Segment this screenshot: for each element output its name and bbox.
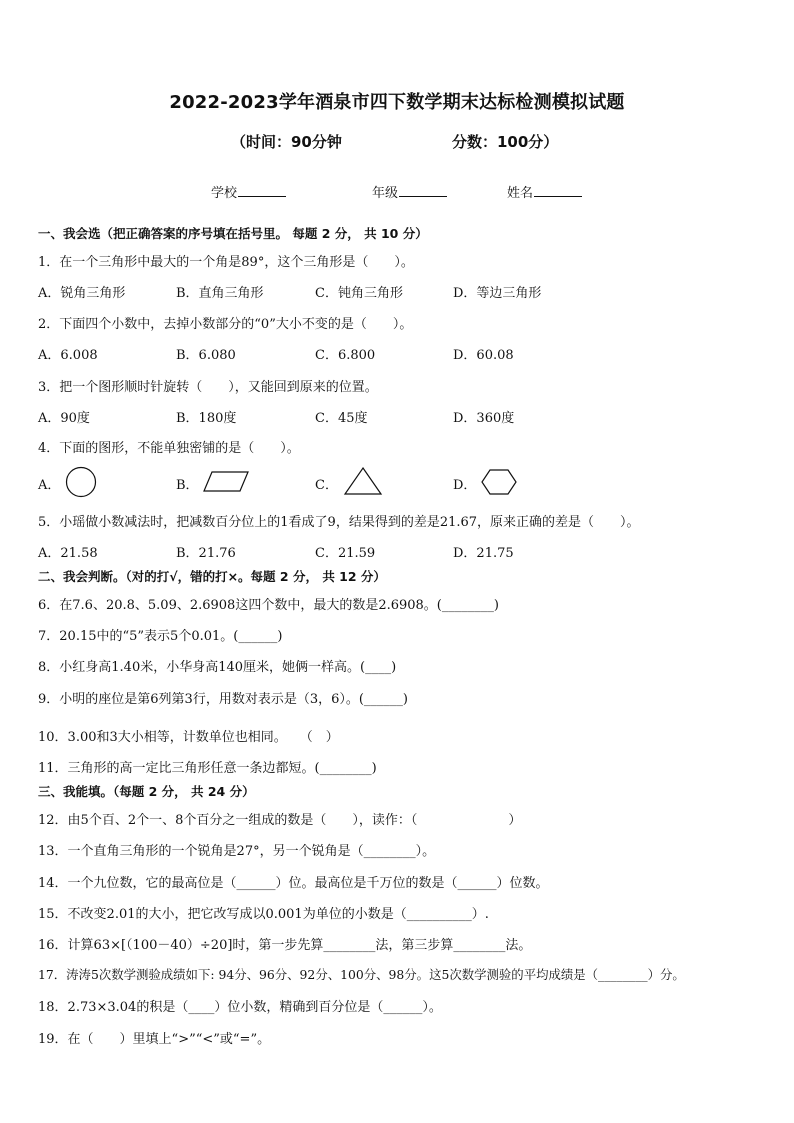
q5-option-c[interactable]: C．21.59	[315, 546, 376, 561]
q4-option-a[interactable]: A．	[38, 478, 61, 493]
question-16: 16．计算63×[（100－40）÷20]时，第一步先算________法，第三步算________法。	[38, 938, 532, 953]
q4-option-c[interactable]: C．	[315, 478, 338, 493]
parallelogram-icon	[202, 470, 250, 494]
question-6: 6．在7.6、20.8、5.09、2.6908这四个数中，最大的数是2.6908。(________)	[38, 598, 499, 613]
q3-option-b[interactable]: B．180度	[176, 411, 237, 426]
name-field[interactable]	[507, 182, 582, 201]
question-1: 1．在一个三角形中最大的一个角是89°，这个三角形是（ ）。	[38, 255, 414, 270]
q5-option-a[interactable]: A．21.58	[38, 546, 98, 561]
grade-label: 年级	[372, 186, 399, 201]
q3-option-a[interactable]: A．90度	[38, 411, 90, 426]
question-4: 4．下面的图形，不能单独密铺的是（ ）。	[38, 441, 300, 456]
question-15: 15．不改变2.01的大小，把它改写成以0.001为单位的小数是（__________）.	[38, 907, 489, 922]
hexagon-icon	[480, 468, 518, 496]
page-title: 2022-2023学年酒泉市四下数学期末达标检测模拟试题	[169, 92, 625, 113]
question-19: 19．在（ ）里填上“>”“<”或“=”。	[38, 1032, 271, 1047]
circle-icon	[65, 466, 97, 498]
school-blank[interactable]	[238, 184, 286, 197]
q5-option-d[interactable]: D．21.75	[453, 546, 514, 561]
question-7: 7．20.15中的“5”表示5个0.01。(______)	[38, 629, 283, 644]
exam-score: 分数：100分）	[452, 133, 559, 151]
q2-option-b[interactable]: B．6.080	[176, 348, 236, 363]
q3-option-d[interactable]: D．360度	[453, 411, 515, 426]
q3-option-c[interactable]: C．45度	[315, 411, 368, 426]
question-18: 18．2.73×3.04的积是（____）位小数，精确到百分位是（______）。	[38, 1000, 442, 1015]
question-13: 13．一个直角三角形的一个锐角是27°，另一个锐角是（________）。	[38, 844, 436, 859]
q4-option-b[interactable]: B．	[176, 478, 199, 493]
section-heading-choice: 一、我会选（把正确答案的序号填在括号里。 每题 2 分， 共 10 分）	[38, 226, 428, 241]
question-5: 5．小瑶做小数减法时，把减数百分位上的1看成了9，结果得到的差是21.67，原来正确的差是（ ）。	[38, 515, 640, 530]
school-label: 学校	[211, 186, 238, 201]
q1-option-c[interactable]: C．钝角三角形	[315, 286, 403, 301]
q2-option-d[interactable]: D．60.08	[453, 348, 514, 363]
question-8: 8．小红身高1.40米，小华身高140厘米，她俩一样高。(____)	[38, 660, 397, 675]
question-17: 17．涛涛5次数学测验成绩如下: 94分、96分、92分、100分、98分。这5次数学测验的平均成绩是（________）分。	[38, 967, 685, 982]
q1-option-a[interactable]: A．锐角三角形	[38, 286, 126, 301]
question-11: 11．三角形的高一定比三角形任意一条边都短。(________)	[38, 761, 377, 776]
grade-field[interactable]	[372, 182, 447, 201]
q5-option-b[interactable]: B．21.76	[176, 546, 236, 561]
name-label: 姓名	[507, 186, 534, 201]
q4-option-d[interactable]: D．	[453, 478, 477, 493]
grade-blank[interactable]	[399, 184, 447, 197]
q1-option-b[interactable]: B．直角三角形	[176, 286, 264, 301]
question-9: 9．小明的座位是第6列第3行，用数对表示是（3，6）。(______)	[38, 692, 408, 707]
question-12: 12．由5个百、2个一、8个百分之一组成的数是（ ），读作：（ ）	[38, 813, 522, 828]
exam-time: （时间：90分钟	[231, 133, 342, 151]
triangle-icon	[343, 466, 383, 496]
q2-option-c[interactable]: C．6.800	[315, 348, 376, 363]
q2-option-a[interactable]: A．6.008	[38, 348, 98, 363]
name-blank[interactable]	[534, 184, 582, 197]
question-3: 3．把一个图形顺时针旋转（ ），又能回到原来的位置。	[38, 380, 378, 395]
question-10: 10．3.00和3大小相等，计数单位也相同。 （ ）	[38, 730, 339, 745]
school-field[interactable]	[211, 182, 286, 201]
section-heading-judge: 二、我会判断。（对的打√，错的打×。每题 2 分， 共 12 分）	[38, 569, 386, 584]
q1-option-d[interactable]: D．等边三角形	[453, 286, 542, 301]
question-14: 14．一个九位数，它的最高位是（______）位。最高位是千万位的数是（______）位数。	[38, 876, 549, 891]
section-heading-fill: 三、我能填。（每题 2 分， 共 24 分）	[38, 784, 255, 799]
question-2: 2．下面四个小数中，去掉小数部分的“0”大小不变的是（ ）。	[38, 317, 413, 332]
